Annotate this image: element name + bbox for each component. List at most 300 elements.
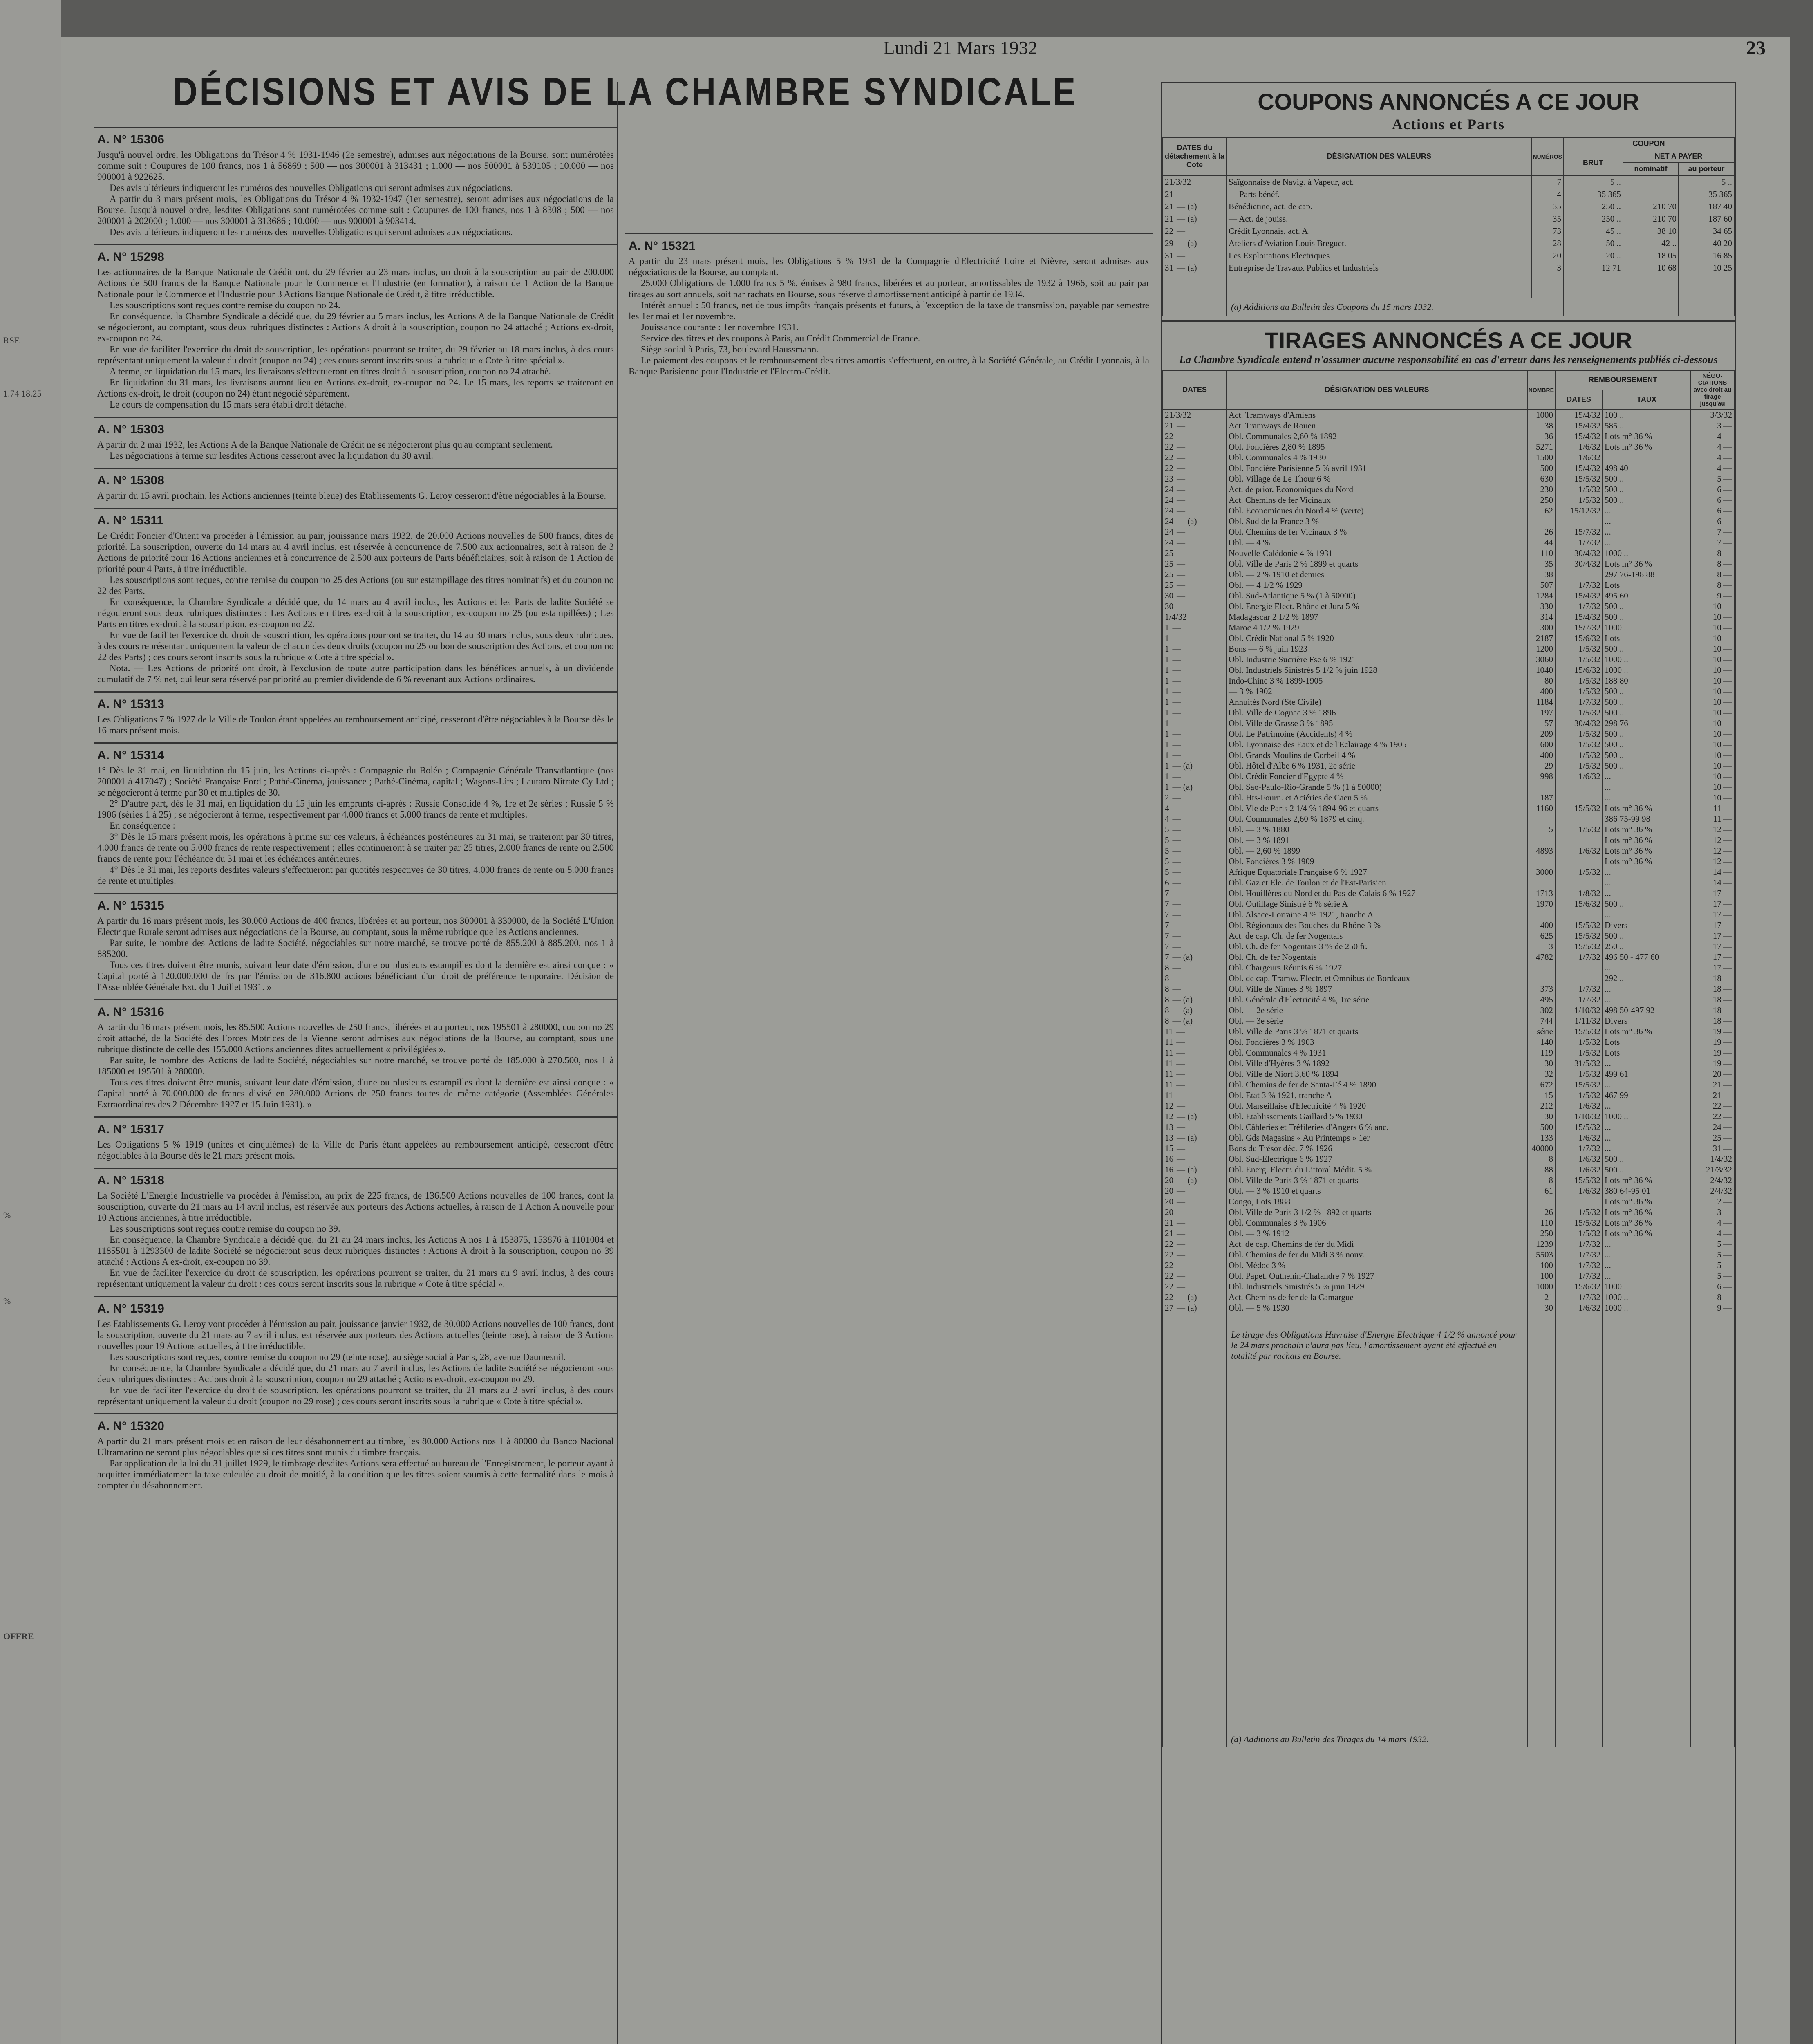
tirage-nombre: série: [1527, 1026, 1555, 1037]
notice-ref: A. N° 15321: [629, 239, 696, 253]
tirage-mark: —: [1177, 442, 1185, 452]
tirage-negociation: 4 —: [1691, 463, 1734, 473]
tirage-date-cell: [1163, 1249, 1227, 1260]
tirage-date-cell: [1163, 750, 1227, 760]
notice-paragraph: Les souscriptions sont reçues contre remise du coupon no 24.: [110, 300, 340, 310]
tirage-date: 4: [1165, 814, 1169, 824]
tirage-remb-date: [1555, 962, 1603, 973]
tirage-remb-date: [1555, 569, 1603, 580]
tirage-row: [1163, 1228, 1734, 1239]
tirage-designation: Obl. Industriels Sinistrés 5 1/2 % juin 1928: [1227, 665, 1527, 675]
tirage-date-cell: [1163, 495, 1227, 505]
decisions-column: [94, 82, 618, 2044]
tirage-nombre: [1527, 814, 1555, 824]
tirage-row: [1163, 814, 1734, 824]
tirage-date-cell: [1163, 941, 1227, 952]
tirage-date-cell: [1163, 548, 1227, 558]
tirage-date-cell: [1163, 697, 1227, 707]
tirage-designation: Obl. Chemins de fer Vicinaux 3 %: [1227, 527, 1527, 537]
tirage-date: 1: [1165, 675, 1169, 686]
notice-ref: A. N° 15320: [97, 1419, 164, 1433]
tirage-designation: Obl. — 2e série: [1227, 1005, 1527, 1015]
tirage-row: [1163, 601, 1734, 612]
tirage-taux: ...: [1603, 1100, 1691, 1111]
tirage-date-cell: [1163, 1196, 1227, 1207]
tirage-mark: — (a): [1177, 1111, 1197, 1121]
coupon-porteur: 16 85: [1679, 249, 1734, 262]
tirage-mark: —: [1177, 431, 1185, 441]
tirage-date-cell: [1163, 1217, 1227, 1228]
tirage-date-cell: [1163, 760, 1227, 771]
coupon-row: [1163, 200, 1734, 213]
tirage-row: [1163, 930, 1734, 941]
tirage-mark: —: [1177, 1207, 1185, 1217]
tirage-nombre: 672: [1527, 1079, 1555, 1090]
tirage-designation: Obl. Ville de Paris 3 % 1871 et quarts: [1227, 1175, 1527, 1186]
tirage-nombre: 400: [1527, 686, 1555, 697]
tirage-designation: — 3 % 1902: [1227, 686, 1527, 697]
tirage-date-cell: [1163, 1079, 1227, 1090]
tirage-nombre: 400: [1527, 920, 1555, 930]
tirage-remb-date: 1/5/32: [1555, 495, 1603, 505]
tirage-designation: Obl. Générale d'Electricité 4 %, 1re série: [1227, 994, 1527, 1005]
notice-ref: A. N° 15317: [97, 1123, 164, 1136]
tirage-taux: 1000 ..: [1603, 548, 1691, 558]
tirage-taux: 585 ..: [1603, 420, 1691, 431]
tirage-designation: Act. de cap. Chemins de fer du Midi: [1227, 1239, 1527, 1249]
tirage-remb-date: 15/4/32: [1555, 463, 1603, 473]
tirage-taux: [1603, 452, 1691, 463]
tirage-date-cell: [1163, 601, 1227, 612]
tirage-designation: Obl. Ville de Paris 3 % 1871 et quarts: [1227, 1026, 1527, 1037]
tirage-remb-date: 1/5/32: [1555, 707, 1603, 718]
tirage-row: [1163, 505, 1734, 516]
tirage-remb-date: 15/6/32: [1555, 665, 1603, 675]
tirage-mark: —: [1172, 835, 1181, 845]
tirage-row: [1163, 962, 1734, 973]
tirage-date-cell: [1163, 888, 1227, 899]
notice-paragraph: En conséquence :: [110, 820, 175, 831]
tirage-taux: 500 ..: [1603, 686, 1691, 697]
tirage-remb-date: [1555, 814, 1603, 824]
coupon-nominatif: 210 70: [1623, 213, 1679, 225]
tirage-date: 11: [1165, 1058, 1173, 1068]
tirage-negociation: 10 —: [1691, 707, 1734, 718]
tirage-nombre: 3060: [1527, 654, 1555, 665]
tirage-taux: ...: [1603, 1260, 1691, 1271]
tirage-negociation: 3/3/32: [1691, 409, 1734, 420]
tirage-date-cell: [1163, 442, 1227, 452]
tirage-designation: Obl. Foncières 3 % 1909: [1227, 856, 1527, 867]
tirage-date: 7: [1165, 930, 1169, 941]
tirage-taux: Lots m° 36 %: [1603, 845, 1691, 856]
tirage-mark: —: [1172, 824, 1181, 834]
notice-paragraph: A partir du 21 mars présent mois et en raison de leur désabonnement au timbre, les 80.000 Actions nos 1 à 80000 du Banco Nacional Ultramarino ne seront plus négociables que si ces titres sont munis du timbre français.: [97, 1436, 614, 1457]
tirage-date-cell: [1163, 409, 1227, 420]
tirage-nombre: 500: [1527, 463, 1555, 473]
tirage-date-cell: [1163, 1026, 1227, 1037]
tirage-designation: Obl. Communales 2,60 % 1879 et cinq.: [1227, 814, 1527, 824]
tirage-remb-date: 15/5/32: [1555, 473, 1603, 484]
tirage-date-cell: [1163, 686, 1227, 697]
tirage-designation: Obl. Ville de Cognac 3 % 1896: [1227, 707, 1527, 718]
tirage-date: 24: [1165, 495, 1173, 505]
tirage-mark: —: [1176, 1026, 1185, 1036]
tirage-date: 12: [1165, 1111, 1173, 1121]
tirage-date-cell: [1163, 920, 1227, 930]
tirage-taux: ...: [1603, 888, 1691, 899]
tirage-date: 21: [1165, 420, 1173, 430]
tirage-mark: —: [1172, 654, 1181, 664]
coupon-nominatif: 42 ..: [1623, 237, 1679, 249]
tirage-mark: —: [1177, 473, 1185, 484]
tirage-mark: —: [1172, 888, 1181, 898]
tirage-mark: — (a): [1172, 782, 1193, 792]
tirage-row: [1163, 665, 1734, 675]
tirage-mark: —: [1172, 920, 1181, 930]
tirage-row: [1163, 718, 1734, 728]
notice-paragraph: Jouissance courante : 1er novembre 1931.: [641, 322, 799, 332]
tirage-date: 30: [1165, 590, 1173, 601]
tirage-nombre: 57: [1527, 718, 1555, 728]
tirage-mark: —: [1177, 537, 1185, 547]
tirage-negociation: 11 —: [1691, 814, 1734, 824]
coupons-title: COUPONS ANNONCÉS A CE JOUR: [1258, 89, 1639, 114]
notice-paragraph: Les souscriptions sont reçues, contre remise du coupon no 25 des Actions (ou sur estampillage des titres nominatifs) et du coupon no 22 des Parts.: [97, 575, 614, 596]
tirage-nombre: 1239: [1527, 1239, 1555, 1249]
tirage-mark: —: [1177, 1260, 1185, 1270]
notice-paragraph: 1° Dès le 31 mai, en liquidation du 15 juin, les Actions ci-après : Compagnie du Boléo ; Compagnie Générale Transatlantique (nos 200001 à 417047) ; Société Française Ford ; Pathé-Cinéma, jouissance ; Pathé-Cinéma, capital ; Wagons-Lits ; Lautaro Nitrate Cy Ltd ; se négocieront à terme par 30 et multiples de 30.: [97, 765, 614, 798]
tirage-remb-date: 1/5/32: [1555, 1037, 1603, 1047]
tirage-date-cell: [1163, 452, 1227, 463]
tirage-mark: —: [1177, 1143, 1185, 1153]
tirage-row: [1163, 782, 1734, 792]
tirage-negociation: 19 —: [1691, 1026, 1734, 1037]
tirage-designation: Act. de cap. Ch. de fer Nogentais: [1227, 930, 1527, 941]
tirage-row: [1163, 473, 1734, 484]
tirage-taux: 500 ..: [1603, 1164, 1691, 1175]
tirage-date: 1: [1165, 633, 1169, 643]
tirage-nombre: 8: [1527, 1154, 1555, 1164]
tirage-date-cell: [1163, 1015, 1227, 1026]
notice-paragraph: Les Obligations 7 % 1927 de la Ville de Toulon étant appelées au remboursement anticipé, cesseront d'être négociables à la Bourse dès le 16 mars présent mois.: [97, 714, 614, 735]
page-number: 23: [1746, 37, 1766, 59]
coupon-row: [1163, 225, 1734, 237]
tirage-negociation: 10 —: [1691, 760, 1734, 771]
tirage-mark: —: [1177, 569, 1185, 579]
tirage-remb-date: 15/5/32: [1555, 803, 1603, 814]
notice-paragraph: Les souscriptions sont reçues contre remise du coupon no 39.: [110, 1224, 340, 1234]
tirage-remb-date: 1/6/32: [1555, 1132, 1603, 1143]
tirage-taux: 500 ..: [1603, 643, 1691, 654]
tirage-designation: Obl. Gds Magasins « Au Printemps » 1er: [1227, 1132, 1527, 1143]
tirage-taux: ...: [1603, 1058, 1691, 1069]
notice: [94, 691, 617, 742]
tirage-row: [1163, 697, 1734, 707]
tirage-date: 25: [1165, 558, 1173, 569]
tirage-row: [1163, 622, 1734, 633]
tirage-remb-date: 15/5/32: [1555, 1217, 1603, 1228]
notice-ref: A. N° 15316: [97, 1005, 164, 1019]
tirage-remb-date: 1/7/32: [1555, 1239, 1603, 1249]
tirage-row: [1163, 1217, 1734, 1228]
tirage-date: 1: [1165, 728, 1169, 739]
tirage-date: 7: [1165, 920, 1169, 930]
tirage-nombre: 30: [1527, 1111, 1555, 1122]
tirage-date: 6: [1165, 877, 1169, 888]
tirage-nombre: 30: [1527, 1302, 1555, 1313]
tirage-date-cell: [1163, 814, 1227, 824]
tirage-date-cell: [1163, 962, 1227, 973]
tirage-date: 20: [1165, 1186, 1173, 1196]
notice-paragraph: Le cours de compensation du 15 mars sera établi droit détaché.: [110, 399, 347, 410]
tirage-remb-date: [1555, 973, 1603, 984]
tirage-taux: Lots m° 36 %: [1603, 835, 1691, 845]
tirage-date-cell: [1163, 1069, 1227, 1079]
notice-ref: A. N° 15318: [97, 1174, 164, 1187]
coupon-number: 20: [1531, 249, 1563, 262]
tirage-date-cell: [1163, 867, 1227, 877]
tirage-date: 25: [1165, 548, 1173, 558]
tirage-negociation: 9 —: [1691, 590, 1734, 601]
tirage-date-cell: [1163, 930, 1227, 941]
tirage-mark: —: [1177, 463, 1185, 473]
tirage-date: 24: [1165, 527, 1173, 537]
tirage-mark: —: [1177, 1100, 1185, 1111]
tirage-nombre: 630: [1527, 473, 1555, 484]
tirage-date-cell: [1163, 771, 1227, 782]
tirage-date-cell: [1163, 643, 1227, 654]
tirage-nombre: 3: [1527, 941, 1555, 952]
coupon-brut: 35 365: [1563, 188, 1623, 200]
tirage-nombre: [1527, 973, 1555, 984]
prev-page-fragment: %: [3, 1210, 11, 1220]
coupon-nominatif: [1623, 175, 1679, 188]
tirage-taux: 500 ..: [1603, 930, 1691, 941]
tirage-taux: 1000 ..: [1603, 1292, 1691, 1302]
tirage-negociation: 2/4/32: [1691, 1186, 1734, 1196]
tirage-designation: Obl. Ville de Paris 3 1/2 % 1892 et quarts: [1227, 1207, 1527, 1217]
tirage-date: 22: [1165, 1281, 1173, 1291]
tirage-negociation: 25 —: [1691, 1132, 1734, 1143]
tirage-row: [1163, 792, 1734, 803]
tirage-taux: Divers: [1603, 920, 1691, 930]
tirage-date: 11: [1165, 1069, 1173, 1079]
tirage-date-cell: [1163, 1260, 1227, 1271]
tirage-date: 24: [1165, 537, 1173, 547]
tirage-row: [1163, 1143, 1734, 1154]
coupon-nominatif: 18 05: [1623, 249, 1679, 262]
notice-ref: A. N° 15306: [97, 133, 164, 146]
tirage-nombre: 495: [1527, 994, 1555, 1005]
tirage-date: 22: [1165, 1239, 1173, 1249]
tirage-date-cell: [1163, 612, 1227, 622]
tirage-date-cell: [1163, 1143, 1227, 1154]
coupon-date: 21 — (a): [1163, 213, 1227, 225]
tirage-mark: —: [1177, 1154, 1185, 1164]
tirage-designation: Congo, Lots 1888: [1227, 1196, 1527, 1207]
tirage-negociation: 18 —: [1691, 973, 1734, 984]
tirage-designation: Obl. Médoc 3 %: [1227, 1260, 1527, 1271]
tirage-designation: Obl. Lyonnaise des Eaux et de l'Eclairage 4 % 1905: [1227, 739, 1527, 750]
tirage-nombre: [1527, 909, 1555, 920]
tirage-nombre: 30: [1527, 1058, 1555, 1069]
tirage-taux: 380 64-95 01: [1603, 1186, 1691, 1196]
tirage-taux: 298 76: [1603, 718, 1691, 728]
tirage-mark: —: [1177, 1281, 1185, 1291]
tirage-mark: —: [1172, 962, 1181, 973]
tirage-date: 7: [1165, 888, 1169, 898]
coupon-designation: Ateliers d'Aviation Louis Breguet.: [1227, 237, 1531, 249]
tirage-taux: 495 60: [1603, 590, 1691, 601]
tirage-date-cell: [1163, 984, 1227, 994]
tirage-negociation: 12 —: [1691, 856, 1734, 867]
coupon-row: [1163, 213, 1734, 225]
tirage-date: 15: [1165, 1143, 1173, 1153]
tirage-row: [1163, 558, 1734, 569]
tirage-designation: Nouvelle-Calédonie 4 % 1931: [1227, 548, 1527, 558]
tirage-date: 8: [1165, 994, 1169, 1004]
tirage-negociation: 12 —: [1691, 824, 1734, 835]
newspaper-page: [61, 37, 1790, 2044]
tirage-date: 1: [1165, 707, 1169, 717]
tirage-row: [1163, 442, 1734, 452]
tirage-mark: — (a): [1177, 1164, 1197, 1174]
tirage-date: 8: [1165, 1015, 1169, 1026]
tirage-negociation: 8 —: [1691, 558, 1734, 569]
tirage-date-cell: [1163, 1175, 1227, 1186]
tirage-remb-date: 31/5/32: [1555, 1058, 1603, 1069]
coupon-date: 22 —: [1163, 225, 1227, 237]
tirage-designation: Obl. Energie Elect. Rhône et Jura 5 %: [1227, 601, 1527, 612]
tirage-negociation: 8 —: [1691, 580, 1734, 590]
notice-paragraph: Par suite, le nombre des Actions de ladite Société, négociables sur notre marché, se trouve porté de 855.200 à 885.200, nos 1 à 885200.: [97, 938, 614, 959]
notice: [94, 742, 617, 893]
tirage-row: [1163, 1175, 1734, 1186]
notice-paragraph: Les Obligations 5 % 1919 (unités et cinquièmes) de la Ville de Paris étant appelées au remboursement anticipé, cesseront d'être négociables à la Bourse dès le 21 mars présent mois.: [97, 1139, 614, 1161]
tirage-mark: —: [1177, 601, 1185, 611]
notice-paragraph: En conséquence, la Chambre Syndicale a décidé que, du 21 mars au 7 avril inclus, les Actions de ladite Société se négocieront sous deux rubriques distinctes : Actions droit à la souscription, coupon no 29 attaché ; Actions ex-droit, ex-coupon no 29.: [97, 1363, 614, 1384]
tirage-row: [1163, 643, 1734, 654]
tirage-remb-date: 1/7/32: [1555, 601, 1603, 612]
tirage-date: 1: [1165, 739, 1169, 749]
tirage-designation: Obl. Communales 3 % 1906: [1227, 1217, 1527, 1228]
tirage-designation: Obl. Ville de Nîmes 3 % 1897: [1227, 984, 1527, 994]
col-rdates: DATES: [1555, 390, 1603, 410]
tirage-taux: 386 75-99 98: [1603, 814, 1691, 824]
coupon-porteur: 34 65: [1679, 225, 1734, 237]
tirage-nombre: 302: [1527, 1005, 1555, 1015]
tirage-negociation: 10 —: [1691, 750, 1734, 760]
coupon-row: [1163, 175, 1734, 188]
notice-paragraph: Siège social à Paris, 73, boulevard Haussmann.: [641, 344, 819, 354]
tirage-designation: Obl. Sud de la France 3 %: [1227, 516, 1527, 527]
tirage-taux: 498 40: [1603, 463, 1691, 473]
tirage-designation: Obl. Communales 4 % 1931: [1227, 1047, 1527, 1058]
tirage-remb-date: 15/5/32: [1555, 1079, 1603, 1090]
tirage-designation: Obl. Etat 3 % 1921, tranche A: [1227, 1090, 1527, 1100]
tirages-disclaimer: La Chambre Syndicale entend n'assumer aucune responsabilité en cas d'erreur dans les renseignements publiés ci-dessous: [1179, 354, 1718, 365]
tirage-row: [1163, 1207, 1734, 1217]
tirage-mark: — (a): [1172, 1015, 1193, 1026]
tirage-nombre: 2187: [1527, 633, 1555, 643]
tirage-date: 1: [1165, 697, 1169, 707]
tirage-taux: Lots: [1603, 580, 1691, 590]
tirage-taux: Lots m° 36 %: [1603, 824, 1691, 835]
tirage-date: 5: [1165, 824, 1169, 834]
coupon-porteur: 40 20: [1679, 237, 1734, 249]
tirage-remb-date: 1/5/32: [1555, 1090, 1603, 1100]
col-porteur: au porteur: [1679, 163, 1734, 175]
tirage-remb-date: 1/10/32: [1555, 1111, 1603, 1122]
tirage-taux: ...: [1603, 1271, 1691, 1281]
coupon-date: 29 — (a): [1163, 237, 1227, 249]
tirage-row: [1163, 835, 1734, 845]
tirage-date: 25: [1165, 580, 1173, 590]
tirage-nombre: 507: [1527, 580, 1555, 590]
tirage-taux: Lots m° 36 %: [1603, 1026, 1691, 1037]
tirage-negociation: 2/4/32: [1691, 1175, 1734, 1186]
tirage-date: 24: [1165, 516, 1173, 526]
tirage-mark: — (a): [1177, 1132, 1197, 1143]
tirage-remb-date: [1555, 856, 1603, 867]
tirage-taux: 250 ..: [1603, 941, 1691, 952]
notice: [625, 233, 1153, 383]
tirage-date-cell: [1163, 420, 1227, 431]
tirage-date: 30: [1165, 601, 1173, 611]
tirage-negociation: 18 —: [1691, 1005, 1734, 1015]
tirage-designation: Act. Tramways d'Amiens: [1227, 409, 1527, 420]
tirage-nombre: 250: [1527, 495, 1555, 505]
tirage-row: [1163, 1260, 1734, 1271]
notices-list: [94, 127, 617, 1497]
tirage-designation: Obl. — 3 % 1912: [1227, 1228, 1527, 1239]
coupon-designation: Crédit Lyonnais, act. A.: [1227, 225, 1531, 237]
main-title: DÉCISIONS ET AVIS DE LA CHAMBRE SYNDICALE: [173, 70, 1078, 114]
tirage-remb-date: 30/4/32: [1555, 548, 1603, 558]
tirage-date-cell: [1163, 792, 1227, 803]
tirage-taux: ...: [1603, 792, 1691, 803]
tirage-nombre: 110: [1527, 1217, 1555, 1228]
tirage-date-cell: [1163, 739, 1227, 750]
tirage-date-cell: [1163, 909, 1227, 920]
tirage-row: [1163, 973, 1734, 984]
tirage-remb-date: 1/7/32: [1555, 697, 1603, 707]
tirage-row: [1163, 760, 1734, 771]
tirage-negociation: 10 —: [1691, 782, 1734, 792]
tirage-negociation: 8 —: [1691, 1292, 1734, 1302]
tirage-mark: —: [1172, 792, 1181, 802]
tirage-designation: Act. Chemins de fer Vicinaux: [1227, 495, 1527, 505]
tirage-mark: —: [1172, 750, 1181, 760]
tirage-taux: 500 ..: [1603, 760, 1691, 771]
tirage-row: [1163, 484, 1734, 495]
notice: [94, 1296, 617, 1413]
tirage-negociation: 6 —: [1691, 484, 1734, 495]
notice-column-2: [625, 233, 1153, 462]
notice-paragraph: 3° Dès le 15 mars présent mois, les opérations à prime sur ces valeurs, à échéances postérieures au 31 mai, se traiteront par 30 titres, 4.000 francs de rente ou 5.000 francs de rente respectivement ; elles continueront à se traiter par 25 titres, 2.000 francs de rente ou 2.500 francs de rente pour l'échéance du 31 mai et les échéances antérieures.: [97, 831, 614, 864]
coupons-table: [1162, 137, 1735, 316]
tirage-row: [1163, 1164, 1734, 1175]
notice: [94, 417, 617, 468]
tirage-row: [1163, 420, 1734, 431]
tirage-row: [1163, 548, 1734, 558]
tirage-taux: Lots m° 36 %: [1603, 1217, 1691, 1228]
tirage-mark: —: [1172, 814, 1181, 824]
tirage-nombre: 1160: [1527, 803, 1555, 814]
tirage-mark: —: [1172, 675, 1181, 686]
notice-ref: A. N° 15308: [97, 474, 164, 487]
